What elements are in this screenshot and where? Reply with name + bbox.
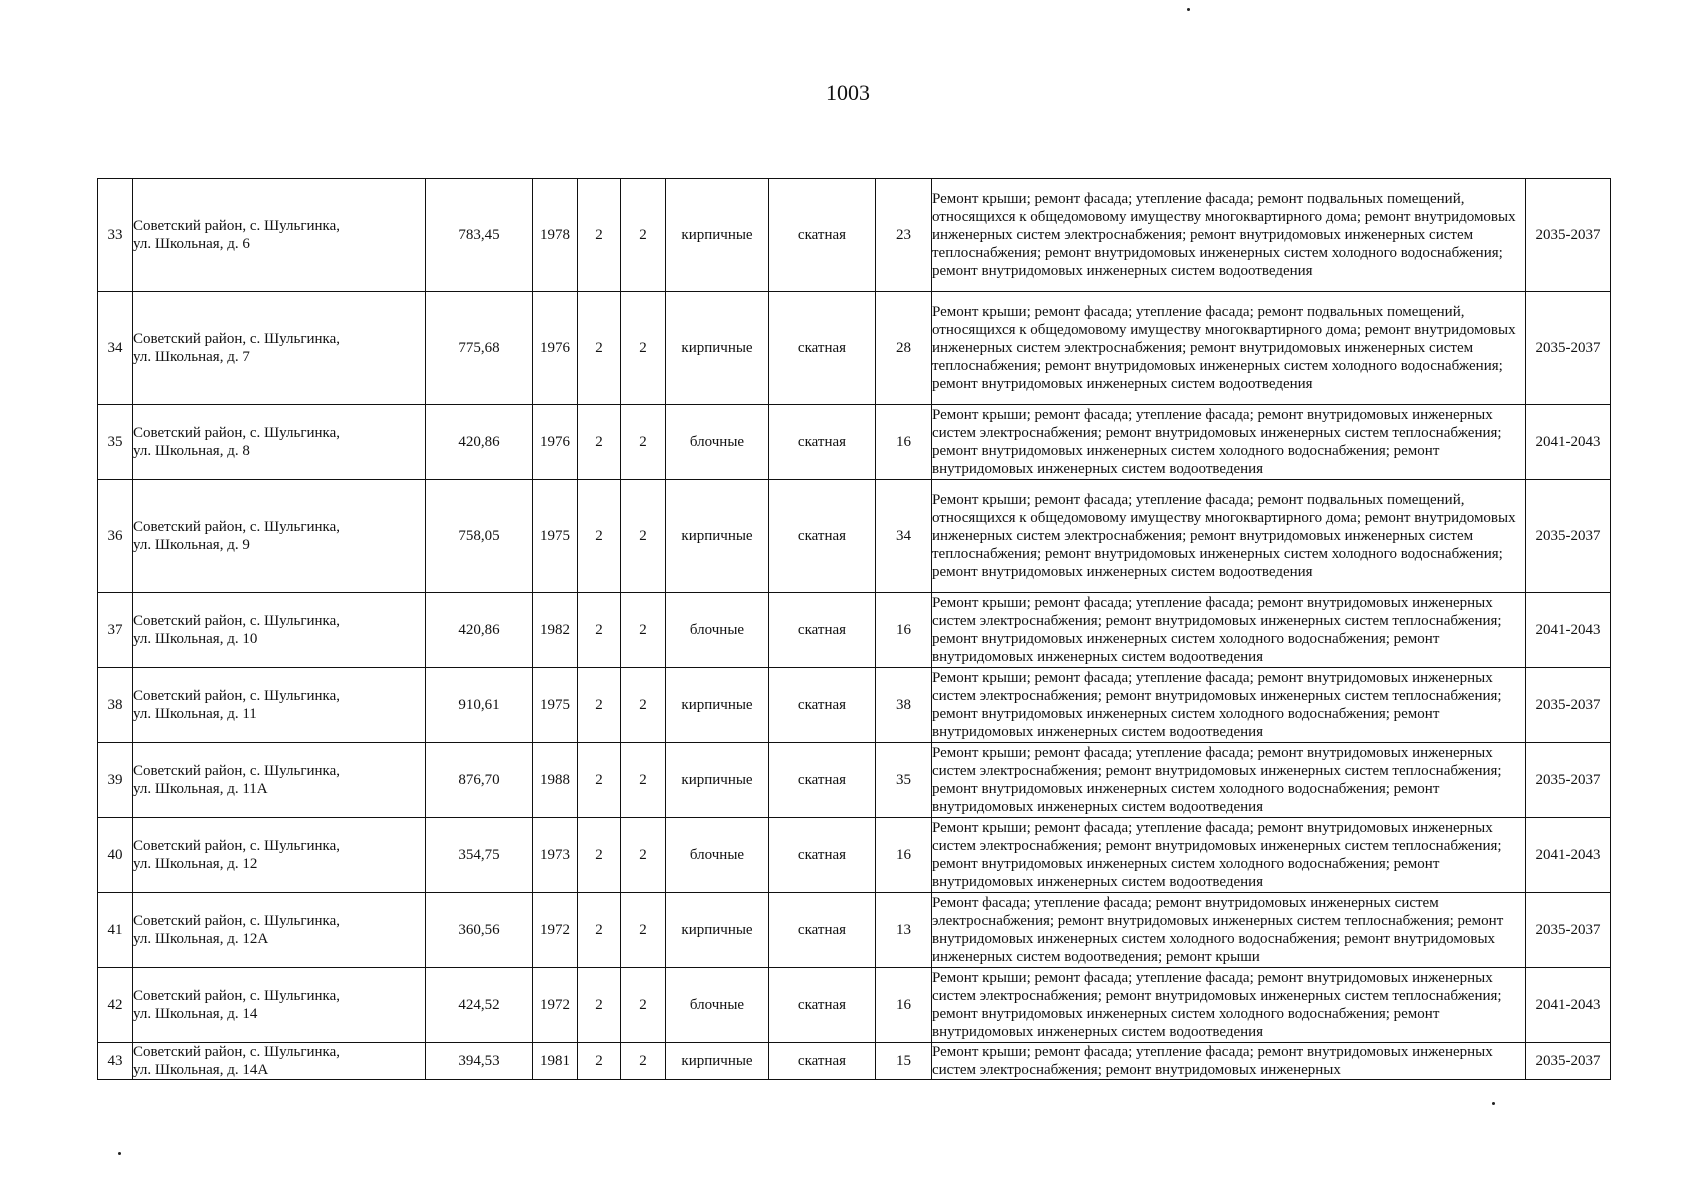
roof-type-cell: скатная	[769, 968, 876, 1043]
roof-type-cell: скатная	[769, 480, 876, 593]
address-line-2: ул. Школьная, д. 7	[133, 349, 250, 365]
area-cell: 354,75	[426, 818, 533, 893]
address-line-2: ул. Школьная, д. 11	[133, 706, 257, 722]
address-cell	[133, 405, 426, 480]
residents-cell: 34	[876, 480, 932, 593]
walls-material-cell: блочные	[666, 818, 769, 893]
year-cell: 1976	[533, 405, 578, 480]
residents-cell: 13	[876, 893, 932, 968]
residents-cell: 16	[876, 593, 932, 668]
address-line-2: ул. Школьная, д. 12А	[133, 931, 269, 947]
year-cell: 1982	[533, 593, 578, 668]
floors-cell: 2	[578, 893, 621, 968]
table-row	[98, 968, 1611, 1043]
residents-cell: 15	[876, 1043, 932, 1080]
row-number: 43	[98, 1043, 133, 1080]
entrances-cell: 2	[621, 818, 666, 893]
walls-material-cell: кирпичные	[666, 1043, 769, 1080]
table-row	[98, 743, 1611, 818]
year-cell: 1972	[533, 968, 578, 1043]
scan-speck	[118, 1152, 121, 1155]
address-line-2: ул. Школьная, д. 14	[133, 1006, 258, 1022]
roof-type-cell: скатная	[769, 893, 876, 968]
roof-type-cell: скатная	[769, 668, 876, 743]
entrances-cell: 2	[621, 593, 666, 668]
row-number: 33	[98, 179, 133, 292]
floors-cell: 2	[578, 405, 621, 480]
address-line-2: ул. Школьная, д. 12	[133, 856, 258, 872]
area-cell: 910,61	[426, 668, 533, 743]
table-row	[98, 292, 1611, 405]
period-cell: 2041-2043	[1526, 968, 1611, 1043]
address-line-2: ул. Школьная, д. 11А	[133, 781, 268, 797]
row-number: 36	[98, 480, 133, 593]
address-line-1: Советский район, с. Шульгинка,	[133, 1044, 340, 1060]
row-number: 38	[98, 668, 133, 743]
year-cell: 1976	[533, 292, 578, 405]
address-cell	[133, 292, 426, 405]
period-cell: 2035-2037	[1526, 743, 1611, 818]
address-line-1: Советский район, с. Шульгинка,	[133, 988, 340, 1004]
entrances-cell: 2	[621, 1043, 666, 1080]
period-cell: 2041-2043	[1526, 593, 1611, 668]
works-cell: Ремонт крыши; ремонт фасада; утепление фасада; ремонт подвальных помещений, относящихся к общедомовому имуществу многоквартирного дома; ремонт внутридомовых инженерных систем электроснабжения; ремонт внутридомовых инженерных систем теплоснабжения; ремонт внутридомовых инженерных систем холодного водоснабжения; ремонт внутридомовых инженерных систем водоотведения	[932, 179, 1526, 292]
walls-material-cell: блочные	[666, 405, 769, 480]
walls-material-cell: кирпичные	[666, 179, 769, 292]
address-cell	[133, 818, 426, 893]
period-cell: 2041-2043	[1526, 405, 1611, 480]
scan-speck	[1492, 1102, 1495, 1105]
roof-type-cell: скатная	[769, 179, 876, 292]
residents-cell: 35	[876, 743, 932, 818]
floors-cell: 2	[578, 1043, 621, 1080]
table-row	[98, 179, 1611, 292]
residents-cell: 28	[876, 292, 932, 405]
entrances-cell: 2	[621, 480, 666, 593]
roof-type-cell: скатная	[769, 405, 876, 480]
address-line-1: Советский район, с. Шульгинка,	[133, 688, 340, 704]
year-cell: 1973	[533, 818, 578, 893]
entrances-cell: 2	[621, 179, 666, 292]
period-cell: 2035-2037	[1526, 480, 1611, 593]
period-cell: 2035-2037	[1526, 893, 1611, 968]
address-cell	[133, 893, 426, 968]
floors-cell: 2	[578, 668, 621, 743]
table-row	[98, 893, 1611, 968]
row-number: 37	[98, 593, 133, 668]
address-cell	[133, 593, 426, 668]
table-row	[98, 1043, 1611, 1080]
address-line-2: ул. Школьная, д. 8	[133, 443, 250, 459]
entrances-cell: 2	[621, 968, 666, 1043]
row-number: 39	[98, 743, 133, 818]
housing-registry-table	[97, 178, 1611, 1080]
residents-cell: 38	[876, 668, 932, 743]
scan-speck	[1187, 8, 1190, 11]
works-cell: Ремонт крыши; ремонт фасада; утепление фасада; ремонт внутридомовых инженерных систем электроснабжения; ремонт внутридомовых инженерных	[932, 1043, 1526, 1080]
address-line-2: ул. Школьная, д. 14А	[133, 1062, 269, 1078]
walls-material-cell: кирпичные	[666, 668, 769, 743]
entrances-cell: 2	[621, 893, 666, 968]
address-line-1: Советский район, с. Шульгинка,	[133, 519, 340, 535]
address-line-1: Советский район, с. Шульгинка,	[133, 763, 340, 779]
address-cell	[133, 179, 426, 292]
address-cell	[133, 480, 426, 593]
period-cell: 2041-2043	[1526, 818, 1611, 893]
works-cell: Ремонт фасада; утепление фасада; ремонт внутридомовых инженерных систем электроснабжения; ремонт внутридомовых инженерных систем теплоснабжения; ремонт внутридомовых инженерных систем холодного водоснабжения; ремонт внутридомовых инженерных систем водоотведения; ремонт крыши	[932, 893, 1526, 968]
walls-material-cell: блочные	[666, 968, 769, 1043]
floors-cell: 2	[578, 480, 621, 593]
period-cell: 2035-2037	[1526, 179, 1611, 292]
residents-cell: 16	[876, 405, 932, 480]
residents-cell: 23	[876, 179, 932, 292]
period-cell: 2035-2037	[1526, 1043, 1611, 1080]
roof-type-cell: скатная	[769, 593, 876, 668]
roof-type-cell: скатная	[769, 743, 876, 818]
address-line-2: ул. Школьная, д. 10	[133, 631, 258, 647]
period-cell: 2035-2037	[1526, 668, 1611, 743]
area-cell: 876,70	[426, 743, 533, 818]
year-cell: 1975	[533, 668, 578, 743]
area-cell: 775,68	[426, 292, 533, 405]
period-cell: 2035-2037	[1526, 292, 1611, 405]
year-cell: 1978	[533, 179, 578, 292]
row-number: 40	[98, 818, 133, 893]
floors-cell: 2	[578, 818, 621, 893]
roof-type-cell: скатная	[769, 292, 876, 405]
entrances-cell: 2	[621, 668, 666, 743]
row-number: 41	[98, 893, 133, 968]
address-line-2: ул. Школьная, д. 9	[133, 537, 250, 553]
year-cell: 1975	[533, 480, 578, 593]
address-line-1: Советский район, с. Шульгинка,	[133, 331, 340, 347]
works-cell: Ремонт крыши; ремонт фасада; утепление фасада; ремонт внутридомовых инженерных систем электроснабжения; ремонт внутридомовых инженерных систем теплоснабжения; ремонт внутридомовых инженерных систем холодного водоснабжения; ремонт внутридомовых инженерных систем водоотведения	[932, 743, 1526, 818]
walls-material-cell: блочные	[666, 593, 769, 668]
roof-type-cell: скатная	[769, 1043, 876, 1080]
floors-cell: 2	[578, 292, 621, 405]
area-cell: 394,53	[426, 1043, 533, 1080]
roof-type-cell: скатная	[769, 818, 876, 893]
works-cell: Ремонт крыши; ремонт фасада; утепление фасада; ремонт внутридомовых инженерных систем электроснабжения; ремонт внутридомовых инженерных систем теплоснабжения; ремонт внутридомовых инженерных систем холодного водоснабжения; ремонт внутридомовых инженерных систем водоотведения	[932, 968, 1526, 1043]
residents-cell: 16	[876, 968, 932, 1043]
entrances-cell: 2	[621, 292, 666, 405]
area-cell: 783,45	[426, 179, 533, 292]
row-number: 35	[98, 405, 133, 480]
table-row	[98, 668, 1611, 743]
works-cell: Ремонт крыши; ремонт фасада; утепление фасада; ремонт подвальных помещений, относящихся к общедомовому имуществу многоквартирного дома; ремонт внутридомовых инженерных систем электроснабжения; ремонт внутридомовых инженерных систем теплоснабжения; ремонт внутридомовых инженерных систем холодного водоснабжения; ремонт внутридомовых инженерных систем водоотведения	[932, 292, 1526, 405]
floors-cell: 2	[578, 179, 621, 292]
address-cell	[133, 743, 426, 818]
walls-material-cell: кирпичные	[666, 480, 769, 593]
works-cell: Ремонт крыши; ремонт фасада; утепление фасада; ремонт внутридомовых инженерных систем электроснабжения; ремонт внутридомовых инженерных систем теплоснабжения; ремонт внутридомовых инженерных систем холодного водоснабжения; ремонт внутридомовых инженерных систем водоотведения	[932, 405, 1526, 480]
address-line-1: Советский район, с. Шульгинка,	[133, 218, 340, 234]
address-cell	[133, 968, 426, 1043]
row-number: 34	[98, 292, 133, 405]
page-number: 1003	[826, 80, 870, 105]
walls-material-cell: кирпичные	[666, 743, 769, 818]
year-cell: 1981	[533, 1043, 578, 1080]
entrances-cell: 2	[621, 743, 666, 818]
area-cell: 758,05	[426, 480, 533, 593]
floors-cell: 2	[578, 593, 621, 668]
floors-cell: 2	[578, 743, 621, 818]
table-row	[98, 405, 1611, 480]
entrances-cell: 2	[621, 405, 666, 480]
area-cell: 424,52	[426, 968, 533, 1043]
table-row	[98, 818, 1611, 893]
address-line-1: Советский район, с. Шульгинка,	[133, 913, 340, 929]
works-cell: Ремонт крыши; ремонт фасада; утепление фасада; ремонт внутридомовых инженерных систем электроснабжения; ремонт внутридомовых инженерных систем теплоснабжения; ремонт внутридомовых инженерных систем холодного водоснабжения; ремонт внутридомовых инженерных систем водоотведения	[932, 818, 1526, 893]
address-line-1: Советский район, с. Шульгинка,	[133, 613, 340, 629]
works-cell: Ремонт крыши; ремонт фасада; утепление фасада; ремонт внутридомовых инженерных систем электроснабжения; ремонт внутридомовых инженерных систем теплоснабжения; ремонт внутридомовых инженерных систем холодного водоснабжения; ремонт внутридомовых инженерных систем водоотведения	[932, 668, 1526, 743]
address-cell	[133, 668, 426, 743]
works-cell: Ремонт крыши; ремонт фасада; утепление фасада; ремонт подвальных помещений, относящихся к общедомовому имуществу многоквартирного дома; ремонт внутридомовых инженерных систем электроснабжения; ремонт внутридомовых инженерных систем теплоснабжения; ремонт внутридомовых инженерных систем холодного водоснабжения; ремонт внутридомовых инженерных систем водоотведения	[932, 480, 1526, 593]
address-cell	[133, 1043, 426, 1080]
walls-material-cell: кирпичные	[666, 292, 769, 405]
year-cell: 1972	[533, 893, 578, 968]
floors-cell: 2	[578, 968, 621, 1043]
area-cell: 360,56	[426, 893, 533, 968]
area-cell: 420,86	[426, 405, 533, 480]
table-row	[98, 593, 1611, 668]
table-row	[98, 480, 1611, 593]
walls-material-cell: кирпичные	[666, 893, 769, 968]
residents-cell: 16	[876, 818, 932, 893]
address-line-2: ул. Школьная, д. 6	[133, 236, 250, 252]
table-body	[98, 179, 1611, 1080]
address-line-1: Советский район, с. Шульгинка,	[133, 425, 340, 441]
year-cell: 1988	[533, 743, 578, 818]
row-number: 42	[98, 968, 133, 1043]
area-cell: 420,86	[426, 593, 533, 668]
address-line-1: Советский район, с. Шульгинка,	[133, 838, 340, 854]
works-cell: Ремонт крыши; ремонт фасада; утепление фасада; ремонт внутридомовых инженерных систем электроснабжения; ремонт внутридомовых инженерных систем теплоснабжения; ремонт внутридомовых инженерных систем холодного водоснабжения; ремонт внутридомовых инженерных систем водоотведения	[932, 593, 1526, 668]
